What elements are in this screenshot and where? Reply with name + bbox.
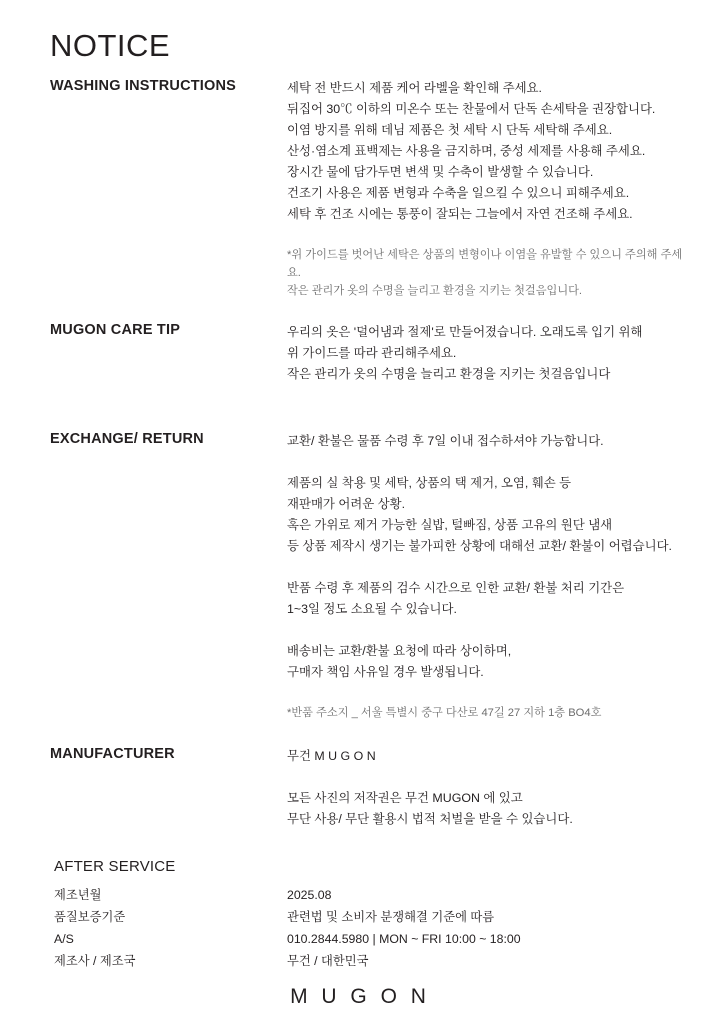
washing-note-line: 작은 관리가 옷의 수명을 늘리고 환경을 지키는 첫걸음입니다.	[287, 285, 583, 297]
washing-line: 세탁 후 건조 시에는 통풍이 잘되는 그늘에서 자연 건조해 주세요.	[287, 207, 633, 221]
page-title: NOTICE	[50, 28, 171, 63]
washing-note-line: *위 가이드를 벗어난 세탁은 상품의 변형이나 이염을 유발할 수 있으니 주의해 주세요.	[287, 249, 683, 279]
care-tip-line: 작은 관리가 옷의 수명을 늘리고 환경을 지키는 첫걸음입니다	[287, 367, 611, 381]
washing-line: 이염 방지를 위해 데님 제품은 첫 세탁 시 단독 세탁해 주세요.	[287, 123, 613, 137]
manufacturer-line: 모든 사진의 저작권은 무건 MUGON 에 있고	[287, 791, 523, 805]
exchange-line: 혹은 가위로 제거 가능한 실밥, 털빠짐, 상품 고유의 원단 냄새	[287, 518, 613, 532]
washing-line: 장시간 물에 담가두면 변색 및 수축이 발생할 수 있습니다.	[287, 165, 594, 179]
spacer	[287, 620, 687, 641]
after-service-keys	[54, 884, 136, 972]
care-tip-label: MUGON CARE TIP	[50, 322, 181, 338]
washing-notes	[287, 246, 687, 300]
manufacturer-body	[287, 746, 687, 830]
spacer	[287, 225, 687, 246]
exchange-line: 구매자 책임 사유일 경우 발생됩니다.	[287, 665, 484, 679]
exchange-line: 1~3일 정도 소요될 수 있습니다.	[287, 602, 457, 616]
spacer	[287, 683, 687, 704]
after-service-key: 제조년월	[54, 888, 102, 902]
manufacturer-line: 무건 M U G O N	[287, 749, 376, 763]
after-service-key: 제조사 / 제조국	[54, 954, 136, 968]
after-service-value: 무건 / 대한민국	[287, 954, 369, 968]
return-address-note	[287, 704, 687, 722]
after-service-value: 010.2844.5980 | MON ~ FRI 10:00 ~ 18:00	[287, 932, 521, 946]
after-service-value: 2025.08	[287, 888, 332, 902]
care-tip-body	[287, 322, 687, 385]
exchange-line: 등 상품 제작시 생기는 불가피한 상황에 대해선 교환/ 환불이 어렵습니다.	[287, 539, 672, 553]
after-service-values	[287, 884, 521, 972]
after-service-key: A/S	[54, 932, 74, 946]
manufacturer-line: 무단 사용/ 무단 활용시 법적 처벌을 받을 수 있습니다.	[287, 812, 573, 826]
exchange-line: 재판매가 어려운 상황.	[287, 497, 406, 511]
care-tip-line: 위 가이드를 따라 관리해주세요.	[287, 346, 457, 360]
brand-logo: M U G O N	[290, 985, 430, 1008]
care-tip-line: 우리의 옷은 '덜어냄과 절제'로 만들어졌습니다. 오래도록 입기 위해	[287, 325, 643, 339]
after-service-value: 관련법 및 소비자 분쟁해결 기준에 따름	[287, 910, 495, 924]
washing-line: 산성·염소계 표백제는 사용을 금지하며, 중성 세제를 사용해 주세요.	[287, 144, 646, 158]
exchange-line: 배송비는 교환/환불 요청에 따라 상이하며,	[287, 644, 512, 658]
washing-line: 세탁 전 반드시 제품 케어 라벨을 확인해 주세요.	[287, 81, 542, 95]
spacer	[287, 767, 687, 788]
washing-line: 건조기 사용은 제품 변형과 수축을 일으킬 수 있으니 피해주세요.	[287, 186, 630, 200]
exchange-line: 제품의 실 착용 및 세탁, 상품의 택 제거, 오염, 훼손 등	[287, 476, 572, 490]
washing-instructions-label: WASHING INSTRUCTIONS	[50, 78, 237, 94]
exchange-return-label: EXCHANGE/ RETURN	[50, 431, 204, 447]
spacer	[287, 452, 687, 473]
washing-line: 뒤집어 30℃ 이하의 미온수 또는 찬물에서 단독 손세탁을 권장합니다.	[287, 102, 656, 116]
manufacturer-label: MANUFACTURER	[50, 746, 175, 762]
washing-instructions-body	[287, 78, 687, 300]
exchange-return-body	[287, 431, 687, 722]
return-address-line: *반품 주소지 _ 서울 특별시 중구 다산로 47길 27 지하 1층 BO4호	[287, 707, 602, 719]
spacer	[287, 557, 687, 578]
after-service-title: AFTER SERVICE	[54, 858, 176, 875]
exchange-line: 반품 수령 후 제품의 검수 시간으로 인한 교환/ 환불 처리 기간은	[287, 581, 625, 595]
exchange-line: 교환/ 환불은 물품 수령 후 7일 이내 접수하셔야 가능합니다.	[287, 434, 604, 448]
after-service-key: 품질보증기준	[54, 910, 126, 924]
